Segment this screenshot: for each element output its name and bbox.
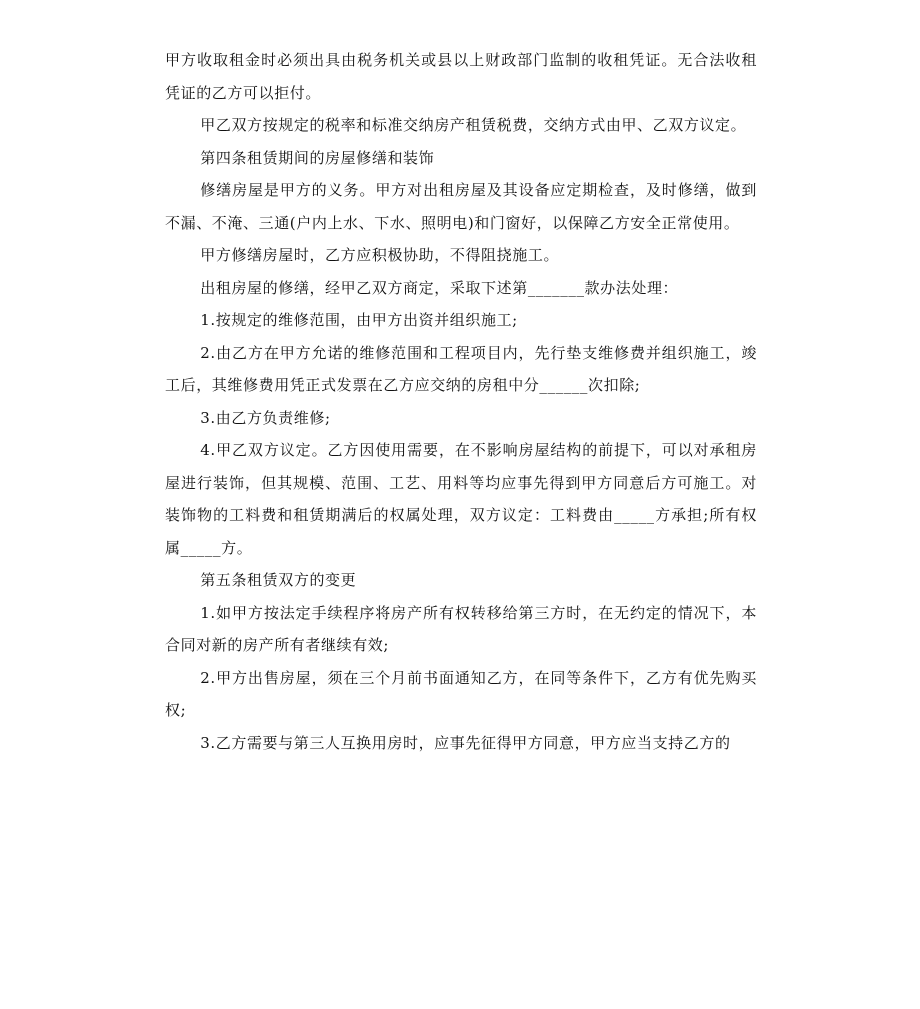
paragraph-5: 出租房屋的修缮，经甲乙双方商定，采取下述第_______款办法处理： [200, 278, 679, 297]
paragraph-2: 甲乙双方按规定的税率和标准交纳房产租赁税费，交纳方式由甲、乙双方议定。 [200, 116, 747, 134]
list-item-3: 3.由乙方负责维修; [200, 408, 331, 427]
paragraph-4: 甲方修缮房屋时，乙方应积极协助，不得阻挠施工。 [200, 246, 560, 264]
document-page [165, 44, 757, 759]
list-item-1: 1.按规定的维修范围，由甲方出资并组织施工; [200, 311, 518, 329]
list-item-2: 2.由乙方在甲方允诺的维修范围和工程项目内，先行垫支维修费并组织施工，竣工后，其维修费用凭正式发票在乙方应交纳的房租中分______次扣除; [165, 343, 757, 394]
list-item-5: 1.如甲方按法定手续程序将房产所有权转移给第三方时，在无约定的情况下，本合同对新的房产所有者继续有效; [165, 603, 757, 654]
section-heading-4: 第四条租赁期间的房屋修缮和装饰 [200, 148, 435, 167]
list-item-4: 4.甲乙双方议定。乙方因使用需要，在不影响房屋结构的前提下，可以对承租房屋进行装饰，但其规模、范围、工艺、用料等均应事先得到甲方同意后方可施工。对装饰物的工料费和租赁期满后的权属处理，双方议定：工料费由_____方承担;所有权属_____方。 [165, 441, 757, 557]
section-heading-5: 第五条租赁双方的变更 [200, 571, 357, 589]
list-item-6: 2.甲方出售房屋，须在三个月前书面通知乙方，在同等条件下，乙方有优先购买权; [165, 668, 757, 719]
paragraph-3: 修缮房屋是甲方的义务。甲方对出租房屋及其设备应定期检查，及时修缮，做到不漏、不淹、三通(户内上水、下水、照明电)和门窗好，以保障乙方安全正常使用。 [165, 181, 757, 232]
list-item-7: 3.乙方需要与第三人互换用房时，应事先征得甲方同意，甲方应当支持乙方的 [200, 733, 731, 752]
paragraph-1: 甲方收取租金时必须出具由税务机关或县以上财政部门监制的收租凭证。无合法收租凭证的乙方可以拒付。 [165, 51, 757, 102]
